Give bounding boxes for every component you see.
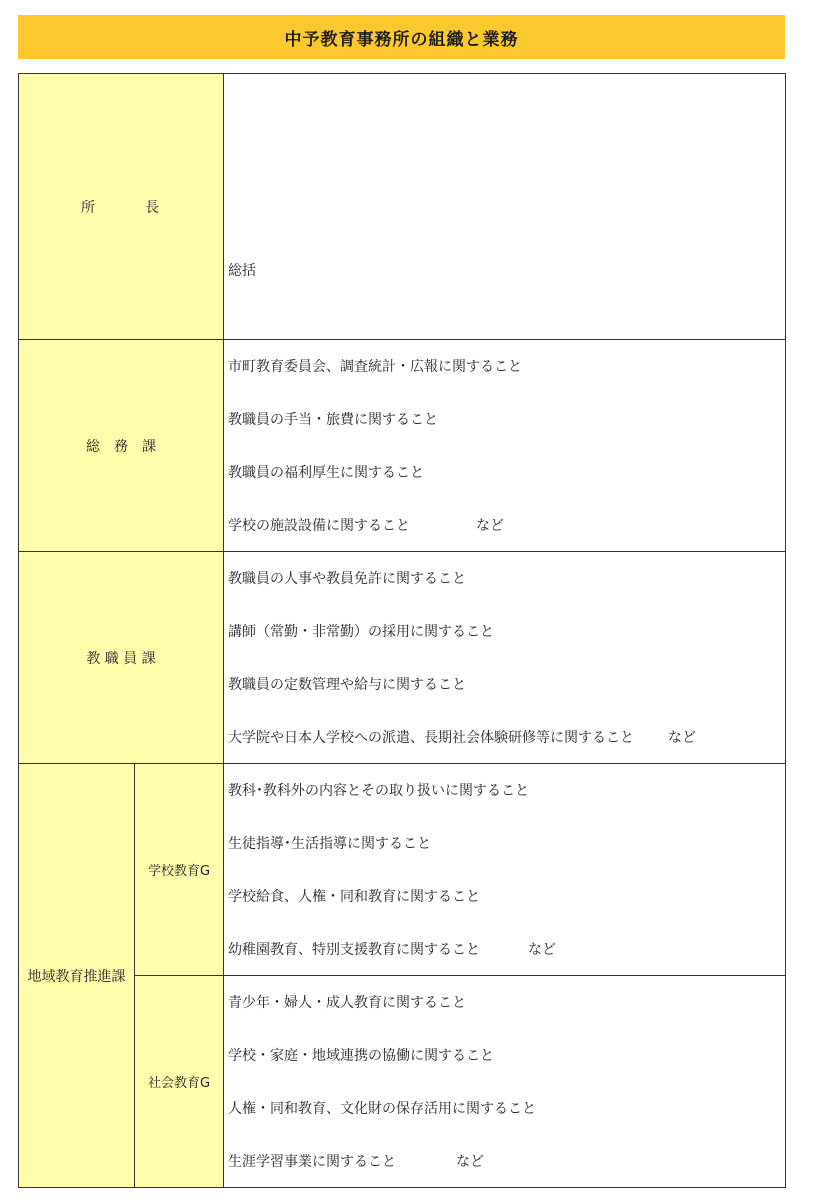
nado-label: など xyxy=(476,517,504,534)
duty-item: 人権・同和教育、文化財の保存活用に関すること xyxy=(228,1100,536,1117)
duty-item: 教職員の福利厚生に関すること xyxy=(228,464,424,481)
duty-text: 幼稚園教育、特別支援教育に関すること xyxy=(228,941,480,958)
title-bar xyxy=(18,15,785,59)
duty-item: 教職員の定数管理や給与に関すること xyxy=(228,676,466,693)
dept-staff xyxy=(19,552,224,764)
nado-label: など xyxy=(456,1153,484,1170)
duty-item: 青少年・婦人・成人教育に関すること xyxy=(228,995,466,1012)
subgroup-school xyxy=(135,764,224,976)
dept-regional xyxy=(19,764,135,1188)
nado-label: など xyxy=(528,941,556,958)
row-school-group xyxy=(19,764,786,976)
duties-school-group xyxy=(224,764,786,976)
subgroup-label: 学校教育G xyxy=(147,864,211,879)
duty-item: 教職員の人事や教員免許に関すること xyxy=(228,571,466,588)
row-chief xyxy=(19,74,786,340)
duty-item xyxy=(228,515,781,535)
row-staff xyxy=(19,552,786,764)
duty-item: 学校給食、人権・同和教育に関すること xyxy=(228,888,480,905)
duties-chief xyxy=(224,74,786,340)
duty-item: 市町教育委員会、調査統計・広報に関すること xyxy=(228,359,522,376)
row-social-group xyxy=(19,976,786,1188)
duty-item: 生徒指導･生活指導に関すること xyxy=(228,836,431,853)
dept-label: 教 職 員 課 xyxy=(86,650,156,667)
dept-general xyxy=(19,340,224,552)
page-title: 中予教育事務所の組織と業務 xyxy=(284,29,519,50)
dept-chief xyxy=(19,74,224,340)
duty-item xyxy=(228,1151,781,1171)
duties-general xyxy=(224,340,786,552)
organization-table xyxy=(18,73,786,1188)
duties-staff xyxy=(224,552,786,764)
row-general xyxy=(19,340,786,552)
duty-item: 教科･教科外の内容とその取り扱いに関すること xyxy=(228,783,529,800)
duties-social-group xyxy=(224,976,786,1188)
duty-text: 大学院や日本人学校への派遣、長期社会体験研修等に関すること xyxy=(228,729,634,746)
subgroup-label: 社会教育G xyxy=(147,1076,211,1091)
duty-text: 学校の施設設備に関すること xyxy=(228,517,410,534)
dept-label: 総 務 課 xyxy=(86,438,156,455)
duty-item xyxy=(228,727,781,747)
dept-label: 地域教育推進課 xyxy=(27,968,126,985)
duty-item: 講師（常勤・非常勤）の採用に関すること xyxy=(228,624,494,641)
subgroup-social xyxy=(135,976,224,1188)
duty-item: 学校・家庭・地域連携の協働に関すること xyxy=(228,1048,494,1065)
dept-label: 所 長 xyxy=(81,199,161,216)
duty-item: 総括 xyxy=(228,262,256,279)
duty-item: 教職員の手当・旅費に関すること xyxy=(228,412,438,429)
nado-label: など xyxy=(668,729,696,746)
duty-text: 生涯学習事業に関すること xyxy=(228,1153,396,1170)
duty-item xyxy=(228,939,781,959)
